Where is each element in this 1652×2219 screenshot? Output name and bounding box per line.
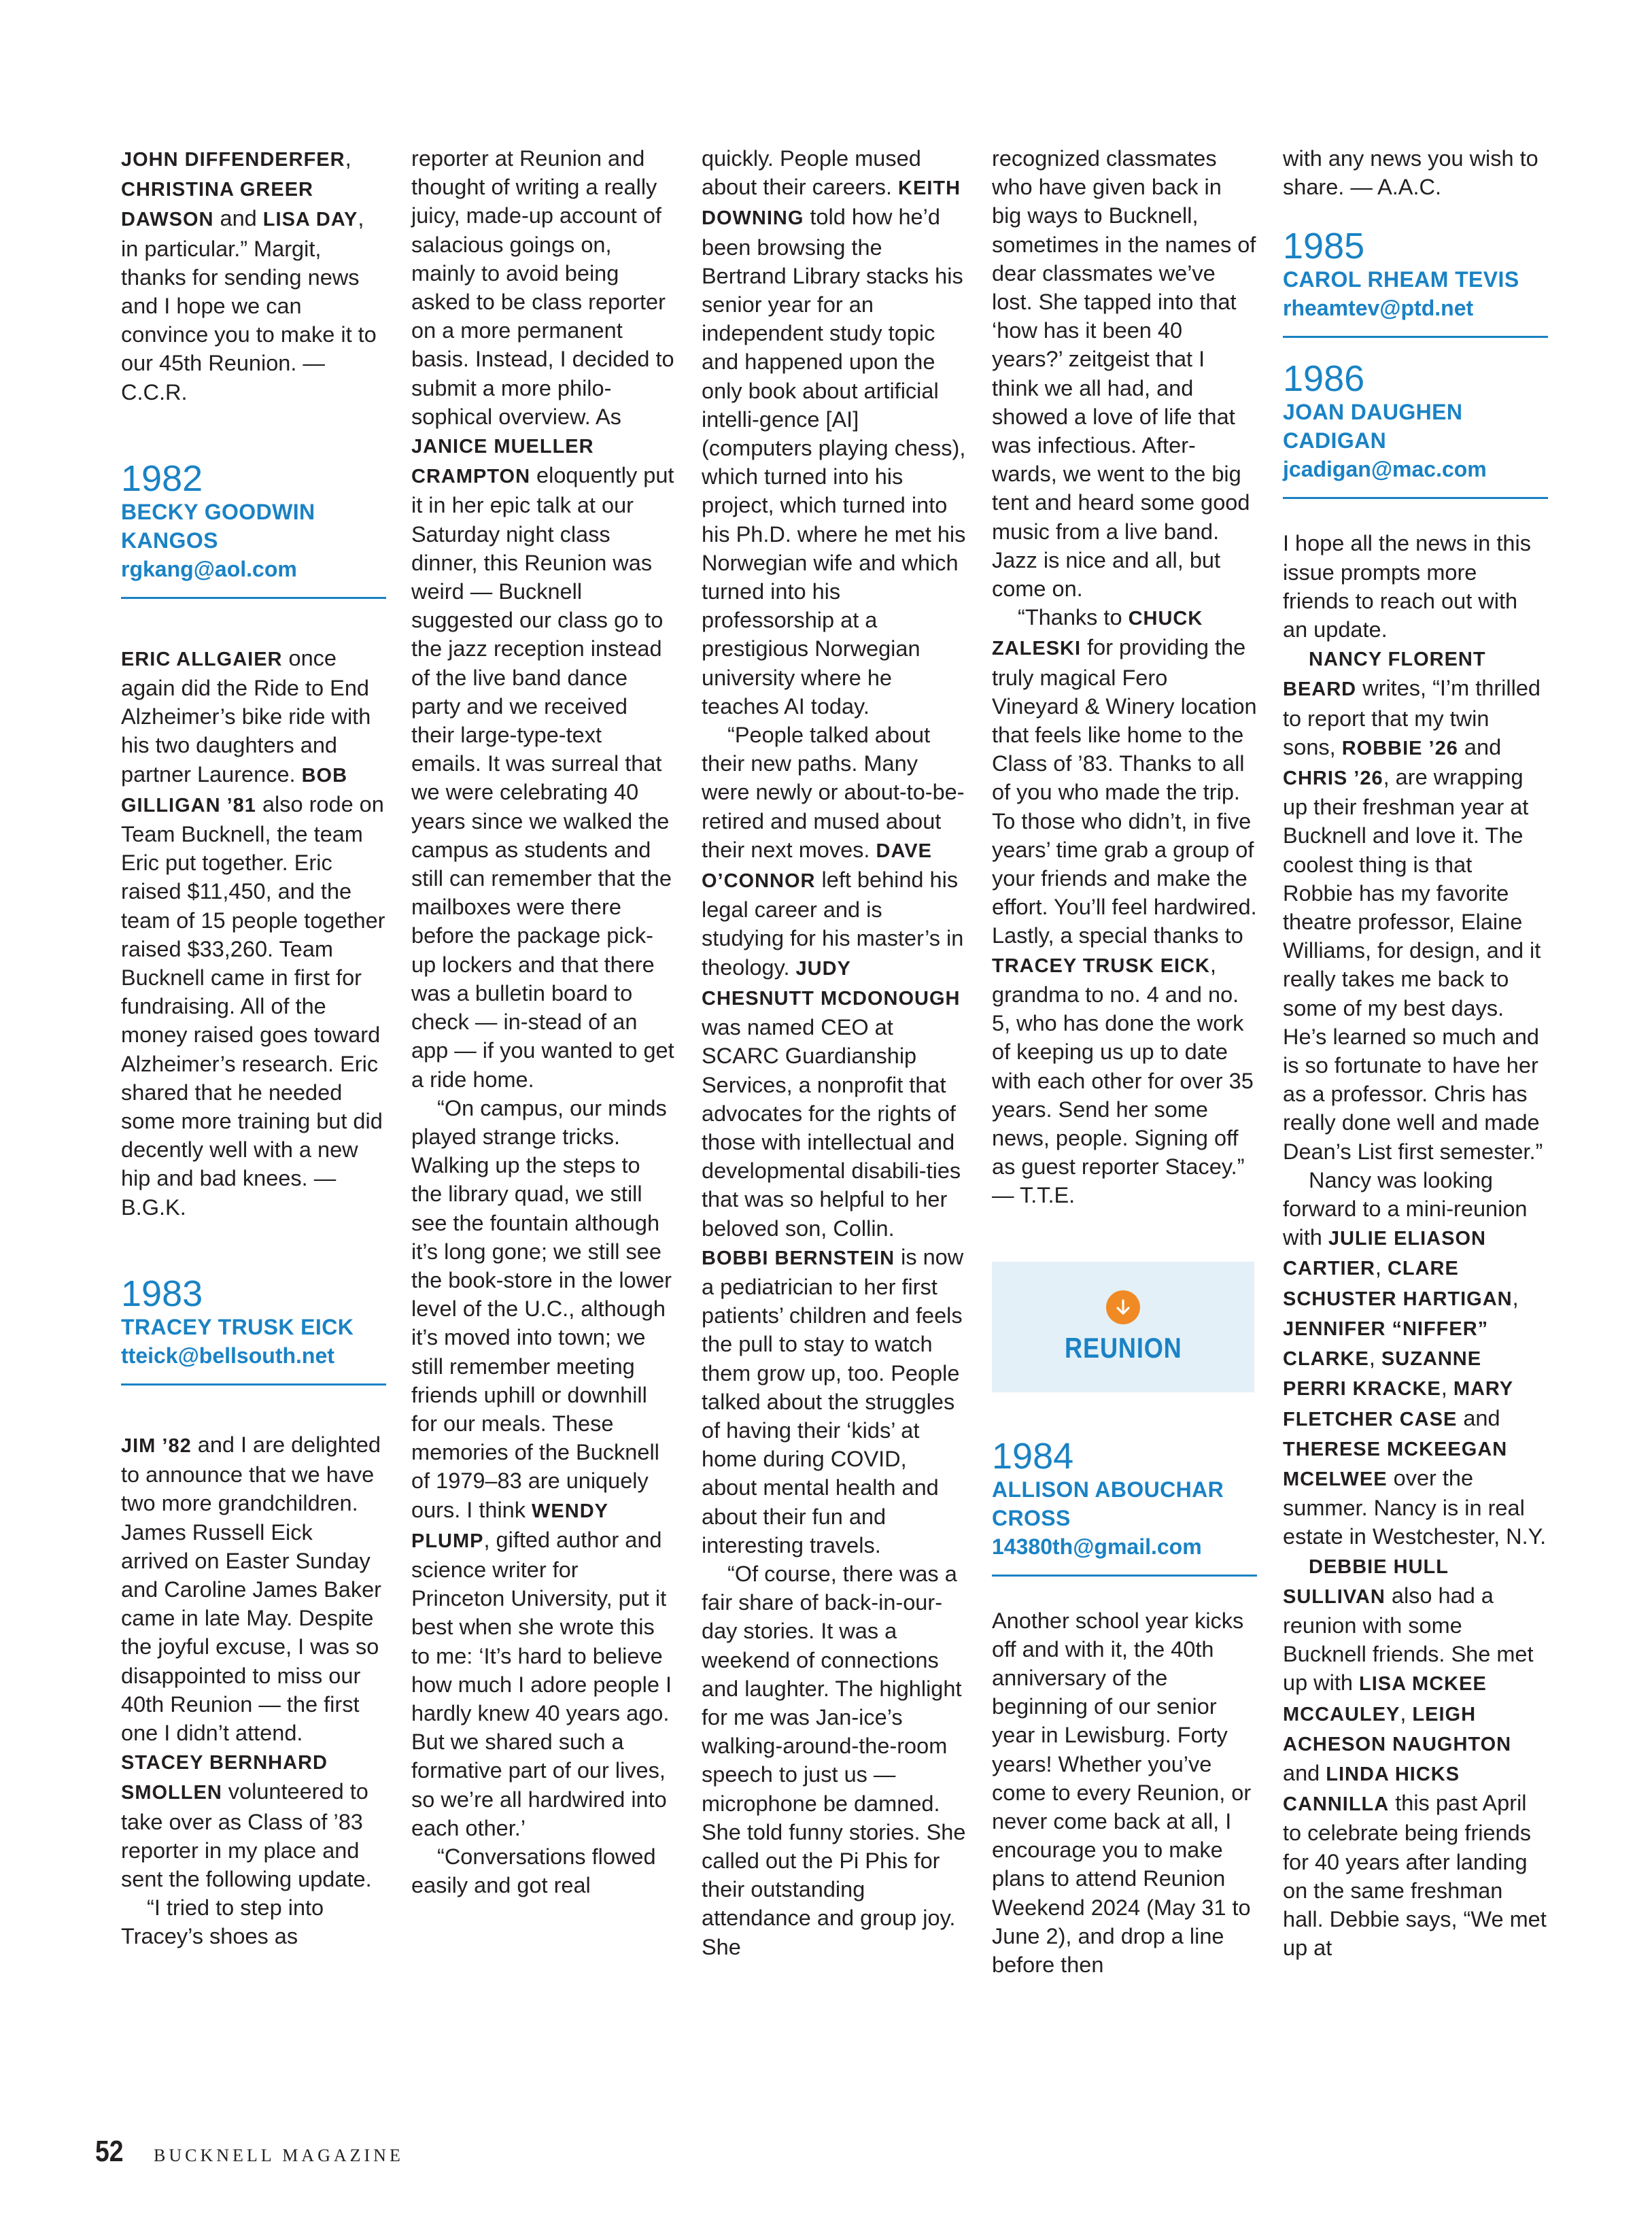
paragraph: ERIC ALLGAIER once again did the Ride to End Alzheimer’s bike ride with his two daughters and partner Laurence. BOB GILLIGAN ’81 also rode on Team Bucknell, the team Eric put together. Eric raised $11,450, and the team of 15 people together raised $33,260. Team Bucknell came in first for fundraising. All of the money raised goes toward Alzheimer’s research. Eric shared that he needed some more training but did decently well with a new hip and bad knees. — B.G.K. <box>121 645 385 1220</box>
class-reporter: BECKY GOODWIN KANGOS <box>121 499 315 553</box>
class-reporter: JOAN DAUGHEN CADIGAN <box>1283 400 1463 453</box>
paragraph: reporter at Reunion and thought of writing a really juicy, made-up account of salacious goings on, mainly to avoid being asked to be class reporter on a more permanent basis. Instead, I decided to submit a more philo-sophical overview. As JANICE MUELLER CRAMPTON eloquently put it in her epic talk at our Saturday night class dinner, this Reunion was weird — Bucknell suggested our class go to the jazz reception instead of the live band dance party and we received their large-type-text emails. It was surreal that we were celebrating 40 years since we walked the campus as students and still can remember that the mailboxes were there before the package pick-up lockers and that there was a bulletin board to check — in-stead of an app — if you wanted to get a ride home. <box>411 146 674 1092</box>
class-header-1984 <box>992 1437 1257 1577</box>
class-reporter: TRACEY TRUSK EICK <box>121 1314 354 1339</box>
paragraph: JIM ’82 and I are delighted to announce that we have two more grandchildren. James Russell Eick arrived on Easter Sunday and Caroline James Baker came in late May. Despite the joyful excuse, I was so disappointed to miss our 40th Reunion — the first one I didn’t attend. STACEY BERNHARD SMOLLEN volunteered to take over as Class of ’83 reporter in my place and sent the following update. <box>121 1432 381 1891</box>
class-year: 1982 <box>121 458 203 499</box>
paragraph: “Of course, there was a fair share of back-in-our-day stories. It was a weekend of connections and laughter. The highlight for me was Jan-ice’s walking-around-the-room speech to just us — microphone be damned. She told funny stories. She called out the Pi Phis for their outstanding attendance and group joy. She <box>702 1561 966 1959</box>
class-reporter: CAROL RHEAM TEVIS <box>1283 267 1519 292</box>
divider <box>1283 497 1548 499</box>
column-2 <box>411 144 676 1899</box>
class-year: 1986 <box>1283 358 1365 400</box>
page-footer <box>95 2135 404 2175</box>
paragraph: “On campus, our minds played strange tricks. Walking up the steps to the library quad, we still see the fountain although it’s long gone; we still see the book-store in the lower level of the U.C., although it’s moved into town; we still remember meeting friends uphill or downhill for our meals. These memories of the Bucknell of 1979–83 are uniquely ours. I think WENDY PLUMP, gifted author and science writer for Princeton University, put it best when she wrote this to me: ‘It’s hard to believe how much I adore people I hardly knew 40 years ago. But we shared such a formative part of our lives, so we’re all hardwired into each other.’ <box>411 1095 672 1840</box>
class-reporter: ALLISON ABOUCHAR CROSS <box>992 1477 1224 1530</box>
paragraph: Nancy was looking forward to a mini-reunion with JULIE ELIASON CARTIER, CLARE SCHUSTER HARTIGAN, JENNIFER “NIFFER” CLARKE, SUZANNE PERRI KRACKE, MARY FLETCHER CASE and THERESE MCKEEGAN MCELWEE over the summer. Nancy is in real estate in Westchester, N.Y. <box>1283 1167 1547 1549</box>
reporter-email[interactable]: jcadigan@mac.com <box>1283 457 1487 482</box>
paragraph: I hope all the news in this issue prompts more friends to reach out with an update. <box>1283 531 1531 642</box>
paragraph: quickly. People mused about their careers. KEITH DOWNING told how he’d been browsing the Bertrand Library stacks his senior year for an independent study topic and happened upon the only book about artificial intelli-gence [AI] (computers playing chess), which turned into his project, which turned into his Ph.D. where he met his Norwegian wife and which turned into his professorship at a prestigious Norwegian university where he teaches AI today. <box>702 146 966 719</box>
reporter-email[interactable]: rheamtev@ptd.net <box>1283 296 1474 321</box>
paragraph: “Thanks to CHUCK ZALESKI for providing the truly magical Fero Vineyard & Winery location that feels like home to the Class of ’83. Thanks to all of you who made the trip. To those who didn’t, in five years’ time grab a group of your friends and make the effort. You’ll feel hardwired. Lastly, a special thanks to TRACEY TRUSK EICK, grandma to no. 4 and no. 5, who has done the work of keeping us up to date with each other for over 35 years. Send her some news, people. Signing off as guest reporter Stacey.” — T.T.E. <box>992 605 1257 1208</box>
paragraph: recognized classmates who have given back in big ways to Bucknell, sometimes in the names of dear classmates we’ve lost. She tapped into that ‘how has it been 40 years?’ zeitgeist that I think we all had, and showed a love of life that was infectious. After-wards, we went to the big tent and heard some good music from a live band. Jazz is nice and all, but come on. <box>992 146 1256 602</box>
magazine-name: BUCKNELL MAGAZINE <box>154 2146 404 2165</box>
divider <box>121 1383 386 1386</box>
class-header-1986 <box>1283 360 1548 499</box>
class-year: 1985 <box>1283 226 1365 267</box>
paragraph: with any news you wish to share. — A.A.C. <box>1283 146 1538 200</box>
column-4 <box>992 144 1257 1979</box>
reunion-label: REUNION <box>1064 1332 1182 1364</box>
column-5 <box>1283 144 1548 1962</box>
class-header-1982 <box>121 460 386 599</box>
paragraph: JOHN DIFFENDERFER, CHRISTINA GREER DAWSON and LISA DAY, in particular.” Margit, thanks for sending news and I hope we can convince you to make it to our 45th Reunion. — C.C.R. <box>121 146 377 405</box>
paragraph: “Conversations flowed easily and got real <box>411 1844 656 1898</box>
paragraph: “I tried to step into Tracey’s shoes as <box>121 1895 324 1949</box>
arrow-down-circle-icon <box>1106 1290 1140 1324</box>
class-header-1985 <box>1283 227 1548 338</box>
column-3 <box>702 144 967 1961</box>
paragraph: Another school year kicks off and with it, the 40th anniversary of the beginning of our senior year in Lewisburg. Forty years! Whether you’ve come to every Reunion, or never come back at all, I encourage you to make plans to attend Reunion Weekend 2024 (May 31 to June 2), and drop a line before then <box>992 1608 1252 1977</box>
paragraph: NANCY FLORENT BEARD writes, “I’m thrilled to report that my twin sons, ROBBIE ’26 and CHRIS ’26, are wrapping up their freshman year at Bucknell and love it. The coolest thing is that Robbie has my favorite theatre professor, Elaine Williams, for design, and it really takes me back to some of my best days. He’s learned so much and is so fortunate to have her as a professor. Chris has really done well and made Dean’s List first semester.” <box>1283 649 1543 1164</box>
page-number: 52 <box>95 2135 124 2168</box>
reporter-email[interactable]: 14380th@gmail.com <box>992 1534 1202 1559</box>
reunion-callout <box>992 1262 1254 1392</box>
column-1 <box>121 144 386 1951</box>
class-year: 1983 <box>121 1273 203 1314</box>
class-year: 1984 <box>992 1435 1074 1477</box>
reporter-email[interactable]: tteick@bellsouth.net <box>121 1343 334 1368</box>
class-header-1983 <box>121 1275 386 1386</box>
reporter-email[interactable]: rgkang@aol.com <box>121 556 297 581</box>
divider <box>992 1575 1257 1577</box>
paragraph: DEBBIE HULL SULLIVAN also had a reunion with some Bucknell friends. She met up with LISA MCKEE MCCAULEY, LEIGH ACHESON NAUGHTON and LINDA HICKS CANNILLA this past April to celebrate being friends for 40 years after landing on the same freshman hall. Debbie says, “We met up at <box>1283 1555 1547 1961</box>
divider <box>121 597 386 599</box>
paragraph: “People talked about their new paths. Many were newly or about-to-be-retired and mused about their next moves. DAVE O’CONNOR left behind his legal career and is studying for his master’s in theology. JUDY CHESNUTT MCDONOUGH was named CEO at SCARC Guardianship Services, a nonprofit that advocates for the rights of those with intellectual and developmental disabili-ties that was so helpful to her beloved son, Collin. BOBBI BERNSTEIN is now a pediatrician to her first patients’ children and feels the pull to stay to watch them grow up, too. People talked about the struggles of having their ‘kids’ at home during COVID, about mental health and about their fun and interesting travels. <box>702 723 965 1558</box>
divider <box>1283 336 1548 338</box>
